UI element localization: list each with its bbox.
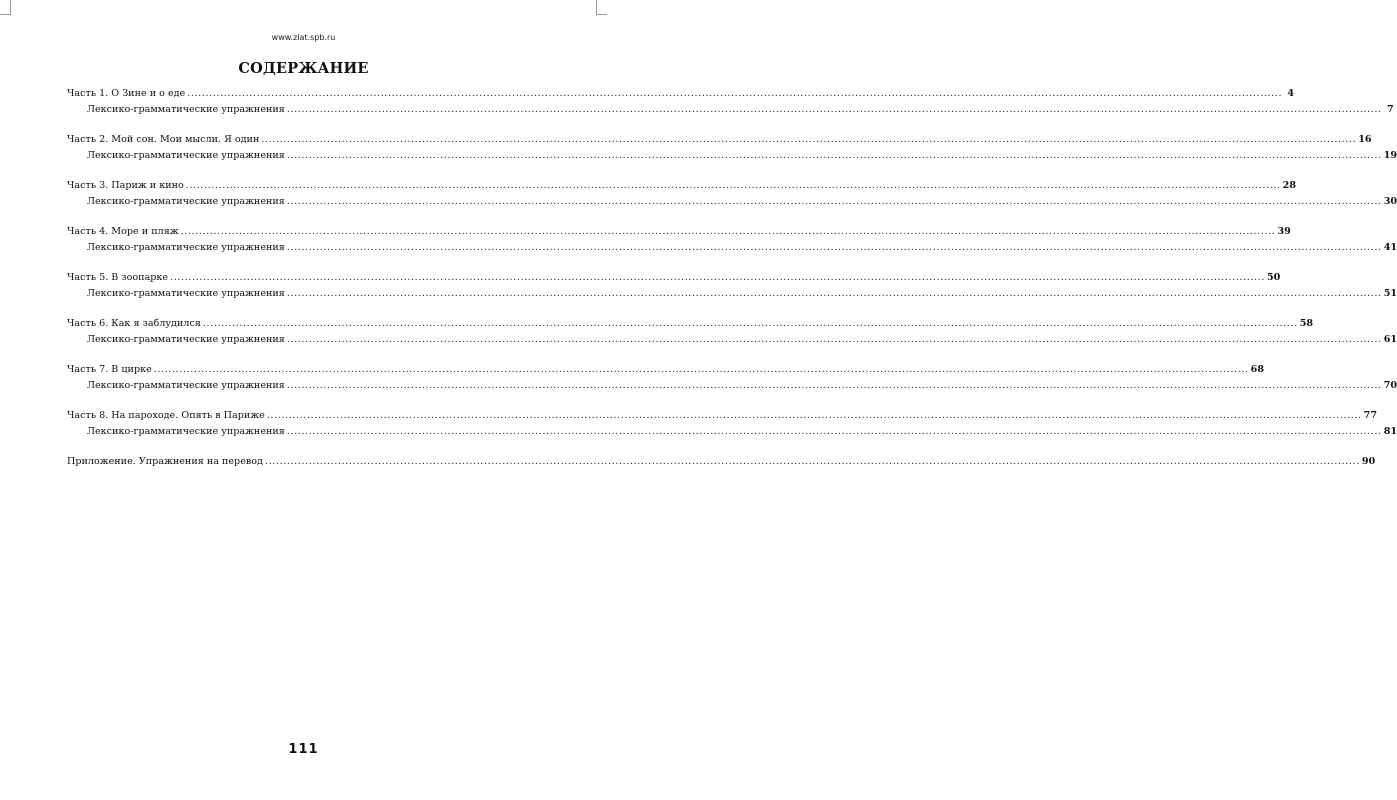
toc-entry[interactable] — [67, 410, 1378, 426]
dot-leader: ............................................................................................................................................................................................................................................................................................................ — [286, 288, 1382, 299]
toc-subentry[interactable] — [67, 334, 1397, 350]
dot-leader: ............................................................................................................................................................................................................................................................................................................ — [286, 334, 1382, 345]
site-url: www.zlat.spb.ru — [271, 33, 336, 42]
toc-entry[interactable] — [67, 364, 1265, 380]
dot-leader: ............................................................................................................................................................................................................................................................................................................ — [286, 380, 1382, 391]
toc-subentry-title: Лексико-грамматические упражнения — [87, 242, 285, 253]
toc-entry[interactable] — [67, 134, 1372, 150]
toc-entry-title: Приложение. Упражнения на перевод — [67, 456, 263, 467]
toc-entry-title: Часть 3. Париж и кино — [67, 180, 184, 191]
toc-entry-page: 39 — [1277, 226, 1291, 237]
toc-part — [67, 456, 1376, 472]
toc-subentry[interactable] — [67, 242, 1397, 258]
toc-subentry[interactable] — [67, 380, 1397, 396]
dot-leader: ............................................................................................................................................................................................................................................................................................................ — [170, 272, 1265, 283]
toc-entry[interactable] — [67, 180, 1297, 196]
dot-leader: ............................................................................................................................................................................................................................................................................................................ — [202, 318, 1298, 329]
toc-subentry[interactable] — [67, 426, 1397, 442]
toc-subentry-title: Лексико-грамматические упражнения — [87, 150, 285, 161]
dot-leader: ............................................................................................................................................................................................................................................................................................................ — [264, 456, 1360, 467]
toc-subentry-page: 41 — [1383, 242, 1397, 253]
toc-part — [67, 180, 1397, 212]
dot-leader: ............................................................................................................................................................................................................................................................................................................ — [153, 364, 1249, 375]
toc-entry[interactable] — [67, 318, 1314, 334]
dot-leader: ............................................................................................................................................................................................................................................................................................................ — [286, 150, 1382, 161]
dot-leader: ............................................................................................................................................................................................................................................................................................................ — [286, 104, 1382, 115]
toc-entry-title: Часть 7. В цирке — [67, 364, 152, 375]
toc-entry-page: 90 — [1361, 456, 1376, 467]
dot-leader: ............................................................................................................................................................................................................................................................................................................ — [187, 88, 1283, 99]
toc-subentry[interactable] — [67, 196, 1397, 212]
dot-leader: ............................................................................................................................................................................................................................................................................................................ — [180, 226, 1276, 237]
table-of-contents — [67, 88, 1397, 486]
dot-leader: ............................................................................................................................................................................................................................................................................................................ — [185, 180, 1281, 191]
toc-part — [67, 134, 1397, 166]
toc-subentry-title: Лексико-грамматические упражнения — [87, 288, 285, 299]
dot-leader: ............................................................................................................................................................................................................................................................................................................ — [286, 196, 1382, 207]
toc-part — [67, 88, 1394, 120]
toc-entry[interactable] — [67, 272, 1281, 288]
toc-part — [67, 272, 1397, 304]
toc-subentry-page: 61 — [1383, 334, 1397, 345]
toc-subentry-title: Лексико-грамматические упражнения — [87, 196, 285, 207]
toc-part — [67, 364, 1397, 396]
toc-entry-page: 58 — [1299, 318, 1314, 329]
toc-entry[interactable] — [67, 226, 1291, 242]
dot-leader: ............................................................................................................................................................................................................................................................................................................ — [261, 134, 1357, 145]
page-title: СОДЕРЖАНИЕ — [238, 60, 369, 77]
toc-entry-title: Часть 2. Мой сон. Мои мысли. Я один — [67, 134, 260, 145]
toc-subentry-page: 70 — [1383, 380, 1397, 391]
toc-entry-page: 50 — [1266, 272, 1281, 283]
toc-part — [67, 410, 1397, 442]
toc-subentry[interactable] — [67, 150, 1397, 166]
toc-entry-title: Часть 8. На пароходе. Опять в Париже — [67, 410, 265, 421]
toc-entry[interactable] — [67, 88, 1295, 104]
toc-entry-title: Часть 1. О Зине и о еде — [67, 88, 186, 99]
toc-subentry[interactable] — [67, 104, 1394, 120]
toc-entry-page: 4 — [1287, 88, 1295, 99]
dot-leader: ............................................................................................................................................................................................................................................................................................................ — [286, 242, 1382, 253]
toc-subentry-title: Лексико-грамматические упражнения — [87, 380, 285, 391]
toc-subentry-page: 81 — [1383, 426, 1397, 437]
dot-leader: ............................................................................................................................................................................................................................................................................................................ — [286, 426, 1382, 437]
toc-entry-page: 28 — [1282, 180, 1297, 191]
toc-entry-page: 16 — [1358, 134, 1372, 145]
toc-subentry-page: 7 — [1387, 104, 1394, 115]
toc-entry[interactable] — [67, 456, 1376, 472]
toc-entry-page: 77 — [1363, 410, 1378, 421]
toc-part — [67, 318, 1397, 350]
toc-entry-title: Часть 5. В зоопарке — [67, 272, 169, 283]
toc-subentry-page: 19 — [1383, 150, 1397, 161]
toc-subentry-title: Лексико-грамматические упражнения — [87, 426, 285, 437]
toc-subentry[interactable] — [67, 288, 1397, 304]
page-number: 111 — [288, 742, 319, 757]
toc-part — [67, 226, 1397, 258]
crop-mark-left — [0, 0, 11, 15]
toc-subentry-page: 51 — [1383, 288, 1397, 299]
toc-entry-title: Часть 4. Море и пляж — [67, 226, 179, 237]
toc-subentry-title: Лексико-грамматические упражнения — [87, 334, 285, 345]
crop-mark-right — [596, 0, 607, 15]
toc-subentry-title: Лексико-грамматические упражнения — [87, 104, 285, 115]
toc-entry-page: 68 — [1250, 364, 1265, 375]
toc-subentry-page: 30 — [1383, 196, 1397, 207]
dot-leader: ............................................................................................................................................................................................................................................................................................................ — [266, 410, 1362, 421]
toc-entry-title: Часть 6. Как я заблудился — [67, 318, 201, 329]
